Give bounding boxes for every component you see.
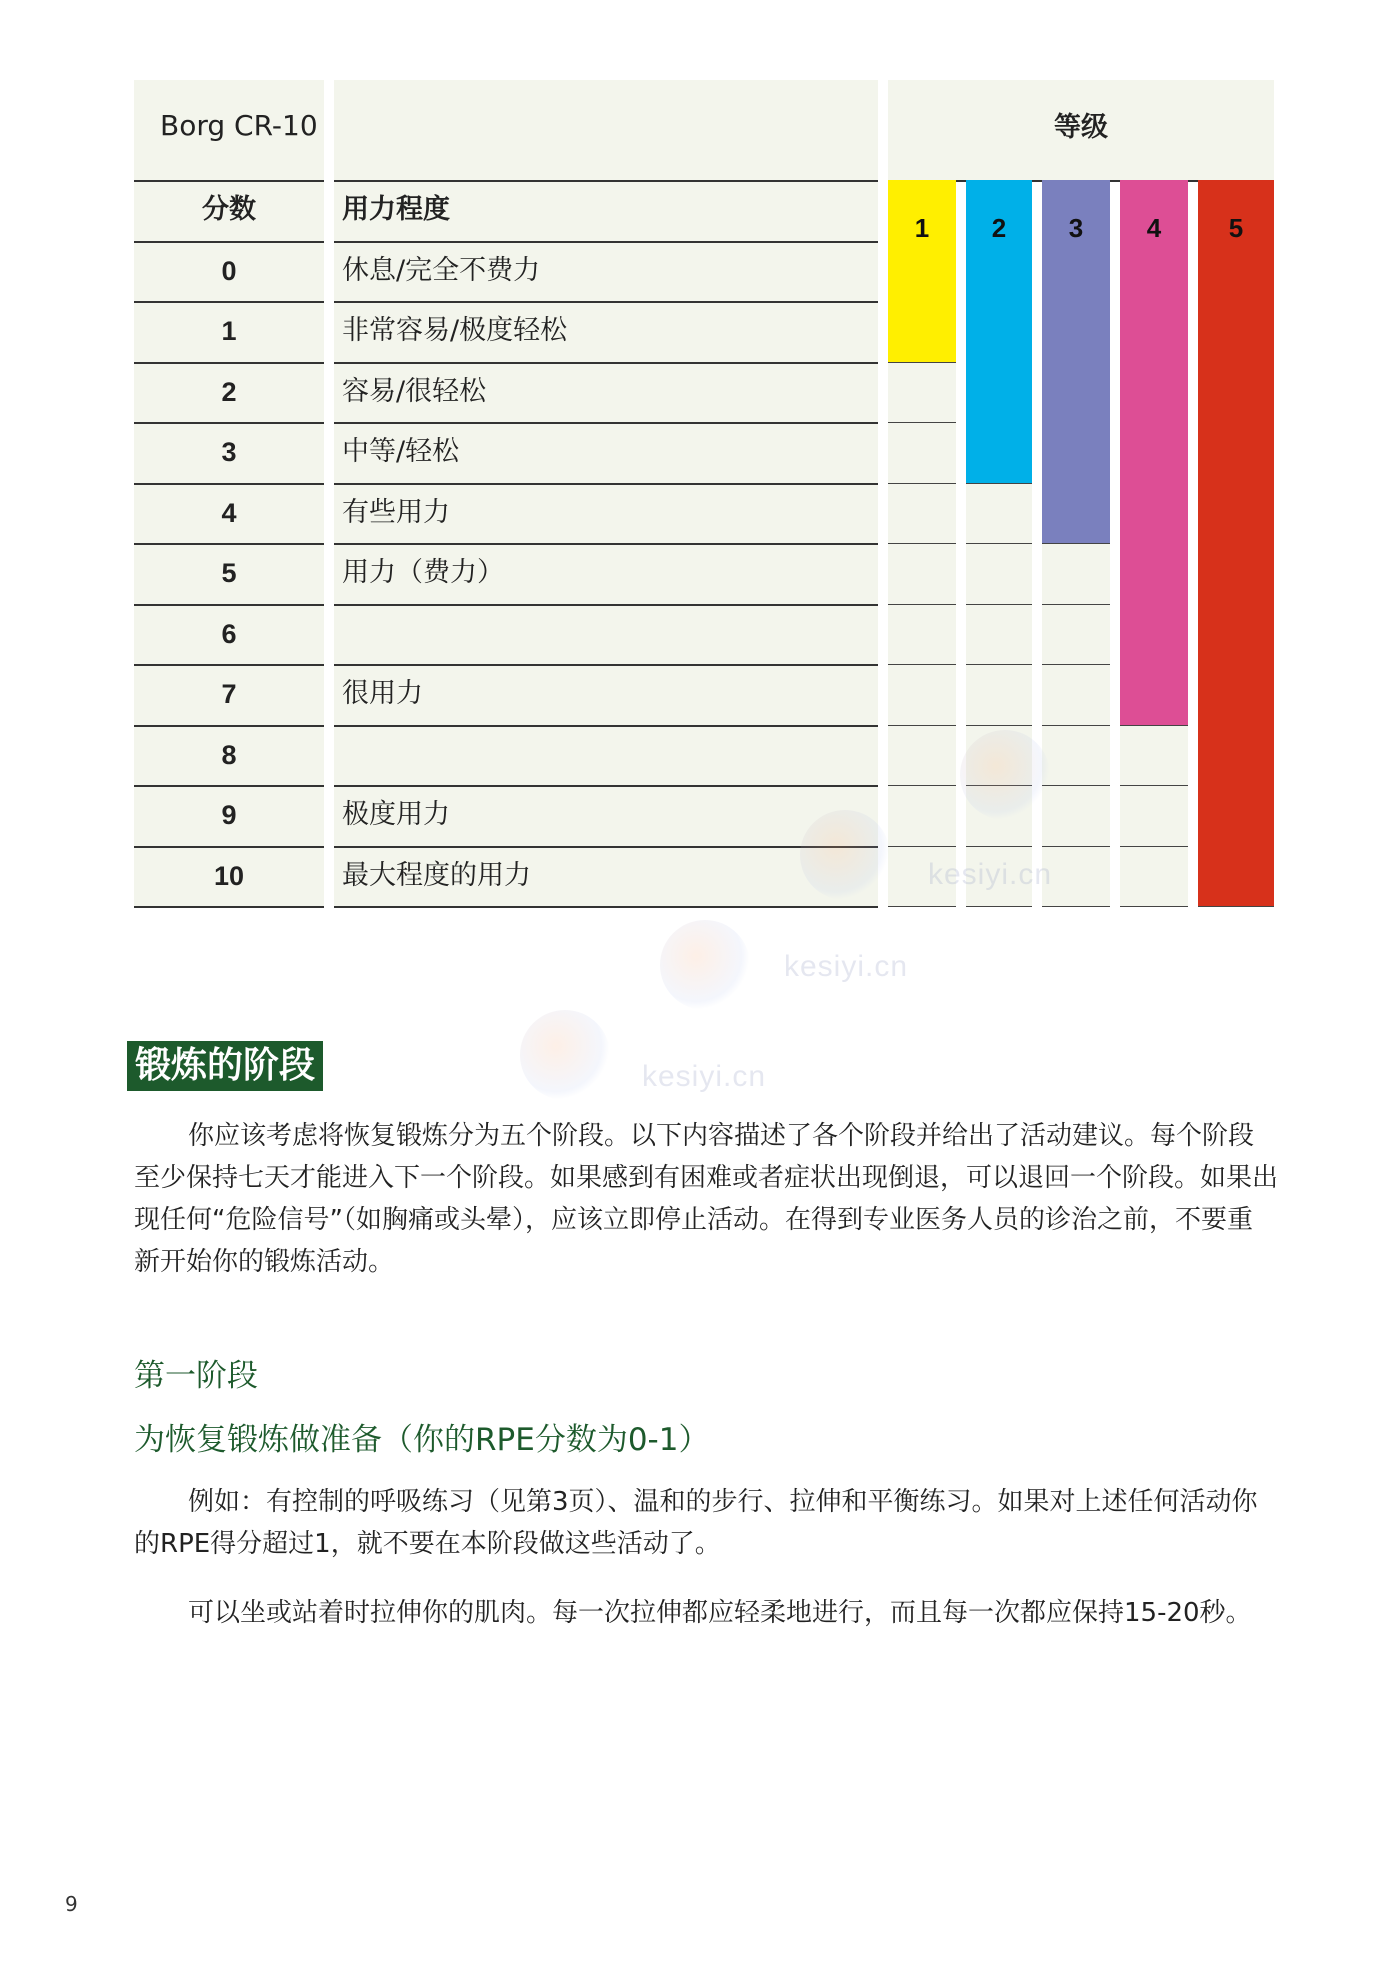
score-value: 4	[221, 497, 237, 528]
rule	[334, 180, 878, 182]
rule	[888, 483, 956, 484]
level-number: 3	[1068, 213, 1084, 243]
level-cell-bg	[888, 543, 956, 604]
watermark-text: kesiyi.cn	[784, 950, 909, 983]
section-heading: 锻炼的阶段	[127, 1041, 323, 1091]
page-number: 9	[65, 1892, 78, 1916]
rule	[1042, 664, 1110, 665]
watermark-figure	[960, 730, 1050, 820]
rule	[888, 362, 956, 363]
rule	[966, 846, 1032, 847]
level-cell-bg	[888, 785, 956, 846]
rule	[1120, 906, 1188, 907]
rule	[888, 725, 956, 726]
effort-column-header: 用力程度	[342, 194, 450, 225]
rule	[966, 483, 1032, 484]
rule	[1042, 846, 1110, 847]
level-cell-bg	[888, 362, 956, 423]
intro-paragraph: 你应该考虑将恢复锻炼分为五个阶段。以下内容描述了各个阶段并给出了活动建议。每个阶段至少保持七天才能进入下一个阶段。如果感到有困难或者症状出现倒退，可以退回一个阶段。如果出现任何“危险信号”（如胸痛或头晕），应该立即停止活动。在得到专业医务人员的诊治之前，不要重新开始你的锻炼活动。	[134, 1121, 1279, 1277]
effort-label: 容易/很轻松	[342, 375, 487, 407]
effort-cell-bg	[334, 604, 878, 665]
rule	[888, 846, 956, 847]
rule	[1120, 725, 1188, 726]
score-value: 2	[221, 376, 237, 407]
rule	[966, 664, 1032, 665]
effort-label: 有些用力	[342, 496, 450, 528]
rule	[134, 180, 324, 182]
levels-header: 等级	[1054, 112, 1108, 143]
level-cell-bg	[888, 604, 956, 665]
level-cell-bg	[888, 725, 956, 786]
rule	[888, 664, 956, 665]
rpe-table	[134, 80, 1274, 910]
score-value: 1	[221, 316, 237, 346]
level-number: 1	[914, 213, 930, 243]
rule	[966, 725, 1032, 726]
rule	[1120, 785, 1188, 786]
score-value: 8	[221, 739, 237, 770]
rule	[966, 906, 1032, 907]
rule	[888, 543, 956, 544]
watermark-figure	[520, 1010, 610, 1100]
rule	[1198, 906, 1274, 907]
rule	[1042, 725, 1110, 726]
watermark-text: kesiyi.cn	[642, 1060, 767, 1093]
effort-label: 用力（费力）	[342, 557, 504, 588]
effort-label: 中等/轻松	[342, 436, 460, 467]
level-cell-bg	[966, 543, 1032, 604]
level-cell-bg	[1120, 846, 1188, 907]
rule	[888, 785, 956, 786]
rule	[334, 604, 878, 606]
effort-label: 非常容易/极度轻松	[342, 315, 568, 346]
stage-paragraph-1: 例如：有控制的呼吸练习（见第3页）、温和的步行、拉伸和平衡练习。如果对上述任何活动你的RPE得分超过1，就不要在本阶段做这些活动了。	[134, 1487, 1258, 1559]
stage-subtitle: 为恢复锻炼做准备（你的RPE分数为0-1）	[134, 1422, 710, 1458]
rule	[1042, 906, 1110, 907]
rule	[966, 604, 1032, 605]
rule	[1042, 543, 1110, 544]
rule	[888, 604, 956, 605]
header-cell-blank	[334, 80, 878, 180]
score-column-header: 分数	[202, 194, 256, 225]
level-number: 5	[1228, 213, 1244, 243]
score-value: 3	[221, 437, 237, 467]
score-value: 6	[221, 618, 237, 649]
level-cell-bg	[1120, 725, 1188, 786]
level-cell-bg	[1120, 785, 1188, 846]
rule	[888, 906, 956, 907]
level-cell-bg	[888, 422, 956, 483]
level-cell-bg	[966, 664, 1032, 725]
score-value: 10	[213, 860, 245, 891]
level-cell-bg	[1042, 846, 1110, 907]
rule	[1120, 846, 1188, 847]
effort-label: 极度用力	[342, 799, 450, 830]
watermark-figure	[800, 810, 890, 900]
effort-label: 最大程度的用力	[342, 859, 531, 891]
rule	[888, 422, 956, 423]
level-number: 2	[991, 213, 1007, 243]
effort-label: 很用力	[342, 678, 423, 709]
effort-cell-bg	[334, 725, 878, 786]
stage-title: 第一阶段	[134, 1358, 258, 1394]
level-cell-bg	[1042, 725, 1110, 786]
score-value: 0	[221, 255, 237, 286]
rule	[334, 906, 878, 908]
rule	[966, 543, 1032, 544]
effort-label: 休息/完全不费力	[342, 254, 541, 286]
score-value: 7	[221, 679, 237, 709]
score-value: 9	[221, 800, 237, 830]
rule	[134, 906, 324, 908]
level-cell-bg	[888, 664, 956, 725]
level-cell-bg	[888, 483, 956, 544]
level-cell-bg	[1042, 664, 1110, 725]
rule	[334, 725, 878, 727]
watermark-text: kesiyi.cn	[928, 858, 1053, 891]
level-cell-bg	[1042, 785, 1110, 846]
scale-title: Borg CR-10	[160, 109, 318, 142]
stage-paragraph-2: 可以坐或站着时拉伸你的肌肉。每一次拉伸都应轻柔地进行，而且每一次都应保持15-20秒。	[188, 1598, 1252, 1628]
level-cell-bg	[1042, 604, 1110, 665]
level-cell-bg	[966, 604, 1032, 665]
level-bar-5	[1198, 180, 1274, 906]
level-cell-bg	[966, 483, 1032, 544]
score-value: 5	[221, 558, 237, 588]
level-number: 4	[1146, 213, 1162, 243]
level-cell-bg	[1042, 543, 1110, 604]
level-bar-4	[1120, 180, 1188, 725]
rule	[1042, 604, 1110, 605]
watermark-figure	[660, 920, 750, 1010]
rule	[1042, 785, 1110, 786]
